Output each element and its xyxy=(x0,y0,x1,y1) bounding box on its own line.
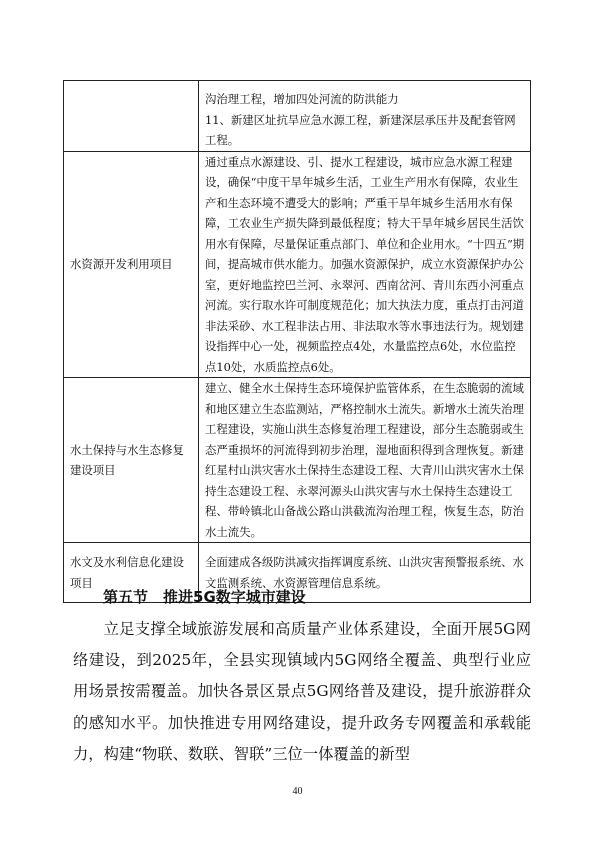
page-number: 40 xyxy=(292,786,303,797)
description-line: 全面建成各级防洪减灾指挥调度系统、山洪灾害预警报系统、水文监测系统、水资源管理信息系统。 xyxy=(205,555,524,590)
project-description-cell xyxy=(199,378,531,543)
description-line: 11、新建区址抗旱应急水源工程，新建深层承压井及配套管网工程。 xyxy=(205,112,516,147)
table-row xyxy=(64,378,531,543)
section-title: 第五节 推进5G数字城市建设 xyxy=(103,588,306,606)
table-row xyxy=(64,151,531,378)
project-description-cell xyxy=(199,151,531,378)
table-row xyxy=(64,81,531,152)
project-description-cell xyxy=(199,81,531,152)
description-line: 通过重点水源建设、引、提水工程建设，城市应急水源工程建设，确保“中度干旱年城乡生活，工业生产用水有保障，农业生产和生态环境不遭受大的影响；严重干旱年城乡生活用水有保障，工农业生产损失降到最低程度；特大干旱年城乡居民生活饮用水有保障，尽量保证重点部门、单位和企业用水。“十四五”期间，提高城市供水能力。加强水资源保护，成立水资源保护办公室，更好地监控巴兰河、永翠河、西南岔河、青川东西小河重点河流。实行取水许可制度规范化；加大执法力度，重点打击河道非法采砂、水工程非法占用、非法取水等水事违法行为。规划建设指挥中心一处，视频监控点4处，水量监控点6处，水位监控点10处，水质监控点6处。 xyxy=(205,154,525,374)
description-line: 沟治理工程，增加四处河流的防洪能力 xyxy=(205,92,399,106)
description-line: 建立、健全水土保持生态环境保护监管体系，在生态脆弱的流域和地区建立生态监测站，严格控制水土流失。新增水土流失治理工程建设，实施山洪生态修复治理工程建设，部分生态脆弱或生态严重损坏的河流得到初步治理，湿地面积得到含理恢复。新建红星村山洪灾害水土保持生态建设工程、大青川山洪灾害水土保持生态建设工程、永翠河源头山洪灾害与水土保持生态建设工程、带岭镇北山备战公路山洪截流沟治理工程，恢复生态，防治水土流失。 xyxy=(205,381,524,539)
project-name-cell: 水文及水利信息化建设项目 xyxy=(64,543,199,603)
project-table xyxy=(63,80,531,603)
project-name-cell: 水资源开发利用项目 xyxy=(64,151,199,378)
project-name-cell: 水土保持与水生态修复建设项目 xyxy=(64,378,199,543)
project-name-cell xyxy=(64,81,199,152)
body-paragraph: 立足支撑全域旅游发展和高质量产业体系建设，全面开展5G网络建设，到2025年，全县实现镇域内5G网络全覆盖、典型行业应用场景按需覆盖。加快各景区景点5G网络普及建设，提升旅游群众的感知水平。加快推进专用网络建设，提升政务专网覆盖和承载能力，构建“物联、数联、智联”三位一体覆盖的新型 xyxy=(73,620,531,763)
